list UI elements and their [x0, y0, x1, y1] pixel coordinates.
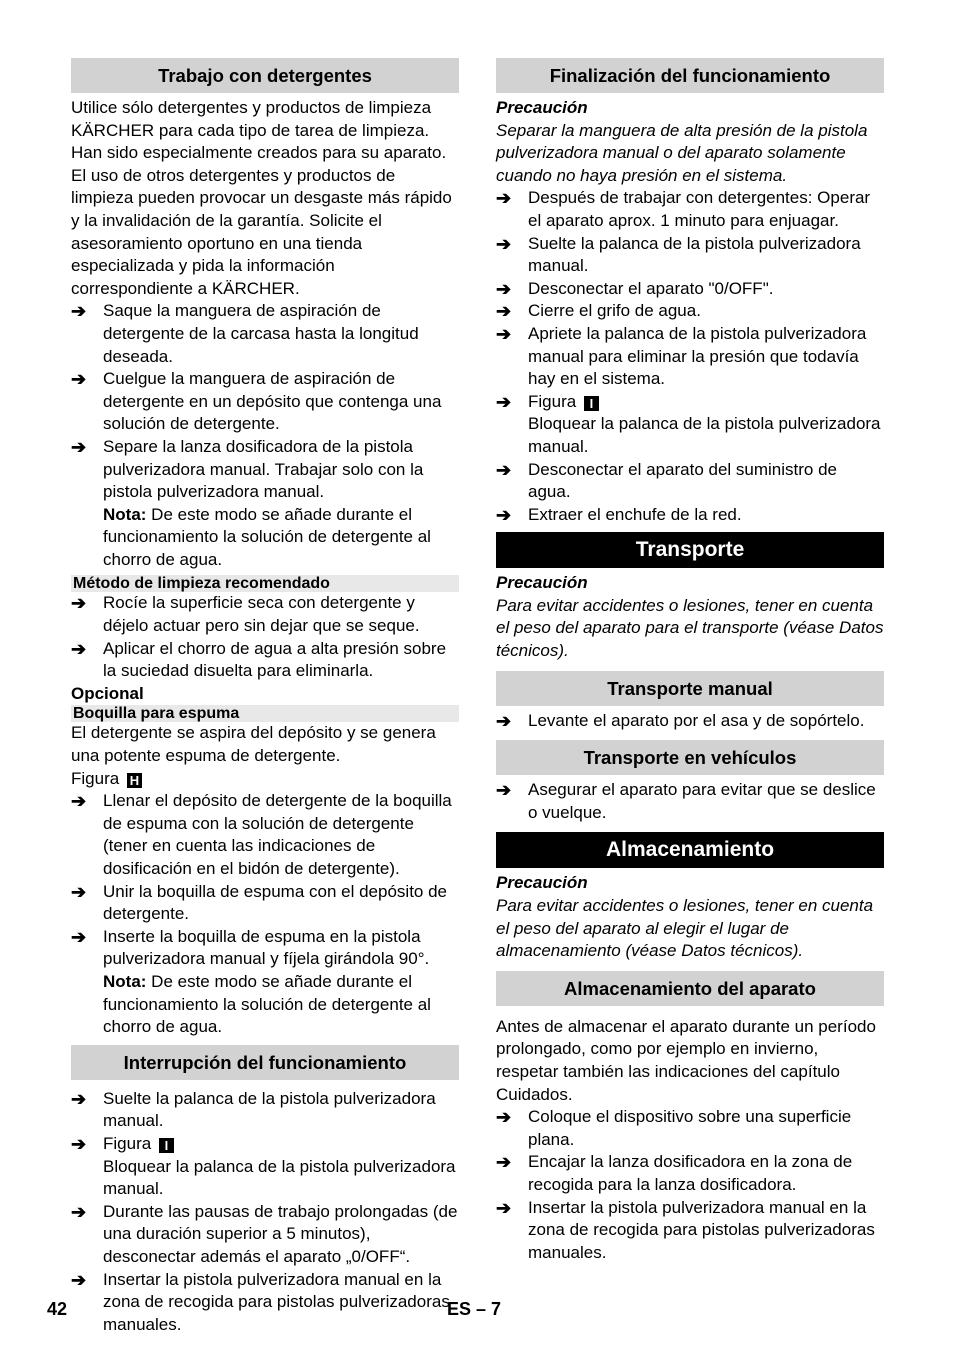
- step-text: Desconectar el aparato del suministro de agua.: [528, 459, 837, 502]
- note-label: Nota:: [103, 971, 147, 991]
- caution-title: Precaución: [496, 98, 588, 117]
- list-item: [71, 368, 459, 436]
- heading-transport: Transporte: [496, 532, 884, 568]
- heading-vehicle-transport: Transporte en vehículos: [496, 740, 884, 775]
- figure-i-badge: I: [159, 1138, 174, 1153]
- step-text: Suelte la palanca de la pistola pulverizadora manual.: [103, 1088, 436, 1131]
- list-item: [496, 710, 884, 733]
- list-item: [496, 459, 884, 504]
- list-item: [496, 391, 884, 459]
- step-text: Asegurar el aparato para evitar que se deslice o vuelque.: [528, 780, 876, 822]
- list-item: [496, 233, 884, 278]
- arrow-icon: ➔: [71, 1088, 87, 1109]
- storage-intro: Antes de almacenar el aparato durante un período prolongado, como por ejemplo en invierno, respetar también las indicaciones del capítulo Cuidados.: [496, 1016, 876, 1104]
- list-item: [71, 638, 459, 683]
- arrow-icon: ➔: [71, 926, 87, 947]
- list-item: [496, 779, 884, 824]
- arrow-icon: ➔: [71, 1201, 87, 1222]
- arrow-icon: ➔: [71, 1269, 87, 1290]
- caution-title: Precaución: [496, 573, 588, 593]
- arrow-icon: ➔: [496, 459, 512, 480]
- arrow-icon: ➔: [496, 188, 512, 209]
- figure-label: Figura: [103, 1133, 152, 1153]
- right-column: [496, 58, 884, 1264]
- arrow-icon: ➔: [496, 504, 512, 525]
- heading-storage: Almacenamiento: [496, 832, 884, 868]
- arrow-icon: ➔: [71, 436, 87, 457]
- list-item: [71, 881, 459, 926]
- list-item: [71, 1088, 459, 1133]
- step-text: Encajar la lanza dosificadora en la zona de recogida para la lanza dosificadora.: [528, 1152, 853, 1194]
- list-item: [71, 436, 459, 572]
- arrow-icon: ➔: [496, 1197, 512, 1218]
- figure-label: Figura: [528, 391, 577, 411]
- arrow-icon: ➔: [496, 301, 512, 322]
- list-item: [71, 300, 459, 368]
- page-number: 42: [47, 1299, 68, 1319]
- list-item: [71, 790, 459, 880]
- note-label: Nota:: [103, 504, 147, 524]
- list-item: [496, 323, 884, 391]
- arrow-icon: ➔: [496, 278, 512, 299]
- figure-text: Bloquear la palanca de la pistola pulverizadora manual.: [528, 414, 881, 456]
- heading-method: Método de limpieza recomendado: [71, 575, 459, 592]
- arrow-icon: ➔: [71, 791, 87, 812]
- figure-text: Bloquear la palanca de la pistola pulverizadora manual.: [103, 1156, 456, 1199]
- list-item: [496, 1151, 884, 1196]
- step-text: Separe la lanza dosificadora de la pistola pulverizadora manual. Trabajar solo con la pistola pulverizadora manual.: [103, 436, 424, 502]
- heading-manual-transport: Transporte manual: [496, 671, 884, 706]
- arrow-icon: ➔: [496, 233, 512, 254]
- step-text: Insertar la pistola pulverizadora manual en la zona de recogida para pistolas pulverizadoras manuales.: [528, 1197, 875, 1262]
- note-text: De este modo se añade durante el funcionamiento la solución de detergente al chorro de agua.: [103, 971, 431, 1037]
- step-text: Durante las pausas de trabajo prolongadas (de una duración superior a 5 minutos), desconectar además el aparato „0/OFF“.: [103, 1201, 458, 1266]
- caution-title: Precaución: [496, 873, 588, 893]
- list-item: [496, 300, 884, 323]
- list-item: [496, 1106, 884, 1151]
- arrow-icon: ➔: [496, 780, 512, 801]
- caution-text: Para evitar accidentes o lesiones, tener en cuenta el peso del aparato al elegir el lugar de almacenamiento (véase Datos técnicos).: [496, 896, 874, 961]
- arrow-icon: ➔: [71, 593, 87, 614]
- step-text: Aplicar el chorro de agua a alta presión sobre la suciedad disuelta para eliminarla.: [103, 638, 447, 681]
- step-text: Unir la boquilla de espuma con el depósito de detergente.: [103, 881, 448, 924]
- step-text: Después de trabajar con detergentes: Operar el aparato aprox. 1 minuto para enjuagar.: [528, 188, 871, 230]
- list-item: [496, 278, 884, 301]
- arrow-icon: ➔: [71, 638, 87, 659]
- arrow-icon: ➔: [71, 369, 87, 390]
- step-text: Coloque el dispositivo sobre una superficie plana.: [528, 1107, 852, 1149]
- list-item: [71, 1201, 459, 1269]
- step-text: Cuelgue la manguera de aspiración de detergente en un depósito que contenga una solución de detergente.: [103, 369, 442, 434]
- heading-detergents: Trabajo con detergentes: [71, 58, 459, 93]
- list-item: [71, 592, 459, 637]
- list-item: [496, 504, 884, 527]
- caution-text: Separar la manguera de alta presión de la pistola pulverizadora manual o del aparato solamente cuando no haya presión en el sistema.: [496, 120, 868, 185]
- step-text: Inserte la boquilla de espuma en la pistola pulverizadora manual y fíjela girándola 90°.: [103, 926, 430, 969]
- detergents-intro: Utilice sólo detergentes y productos de limpieza KÄRCHER para cada tipo de tarea de limpieza. Han sido especialmente creados para su aparato. El uso de otros detergentes y productos de limpieza pueden provocar un desgaste más rápido y la invalidación de la garantía. Solicite el asesoramiento oportuno en una tienda especializada y pida la información correspondiente a KÄRCHER.: [71, 98, 452, 298]
- step-text: Levante el aparato por el asa y de sopórtelo.: [528, 710, 865, 730]
- step-text: Llenar el depósito de detergente de la boquilla de espuma con la solución de detergente (tener en cuenta las indicaciones de dosificación en el bidón de detergente).: [103, 791, 452, 878]
- figure-i-badge: I: [584, 396, 599, 411]
- optional-label: Opcional: [71, 683, 144, 703]
- figure-h-badge: H: [127, 773, 142, 788]
- figure-reference: [71, 768, 459, 791]
- arrow-icon: ➔: [496, 391, 512, 412]
- list-item: [71, 926, 459, 1039]
- arrow-icon: ➔: [496, 323, 512, 344]
- heading-interruption: Interrupción del funcionamiento: [71, 1045, 459, 1080]
- step-text: Extraer el enchufe de la red.: [528, 504, 742, 524]
- step-text: Desconectar el aparato "0/OFF".: [528, 278, 774, 298]
- left-column: [71, 58, 459, 1336]
- arrow-icon: ➔: [71, 301, 87, 322]
- list-item: [71, 1133, 459, 1201]
- step-text: Apriete la palanca de la pistola pulverizadora manual para eliminar la presión que todavía hay en el sistema.: [528, 323, 867, 389]
- step-text: Rocíe la superficie seca con detergente y déjelo actuar pero sin dejar que se seque.: [103, 593, 420, 636]
- list-item: [496, 187, 884, 232]
- arrow-icon: ➔: [496, 1152, 512, 1173]
- step-text: Insertar la pistola pulverizadora manual en la zona de recogida para pistolas pulverizadoras manuales.: [103, 1269, 450, 1334]
- step-text: Saque la manguera de aspiración de detergente de la carcasa hasta la longitud deseada.: [103, 301, 419, 366]
- caution-text: Para evitar accidentes o lesiones, tener en cuenta el peso del aparato para el transporte (véase Datos técnicos).: [496, 595, 884, 661]
- heading-foam-nozzle: Boquilla para espuma: [71, 705, 459, 722]
- list-item: [71, 1269, 459, 1337]
- heading-shutdown: Finalización del funcionamiento: [496, 58, 884, 93]
- arrow-icon: ➔: [71, 1133, 87, 1154]
- step-text: Suelte la palanca de la pistola pulverizadora manual.: [528, 233, 861, 276]
- foam-intro: El detergente se aspira del depósito y se genera una potente espuma de detergente.: [71, 723, 436, 766]
- arrow-icon: ➔: [71, 881, 87, 902]
- note-text: De este modo se añade durante el funcionamiento la solución de detergente al chorro de agua.: [103, 504, 431, 569]
- list-item: [496, 1197, 884, 1265]
- heading-device-storage: Almacenamiento del aparato: [496, 971, 884, 1006]
- step-text: Cierre el grifo de agua.: [528, 301, 701, 321]
- arrow-icon: ➔: [496, 1107, 512, 1128]
- arrow-icon: ➔: [496, 710, 512, 731]
- section-label: ES – 7: [447, 1299, 502, 1319]
- figure-label: Figura: [71, 768, 120, 788]
